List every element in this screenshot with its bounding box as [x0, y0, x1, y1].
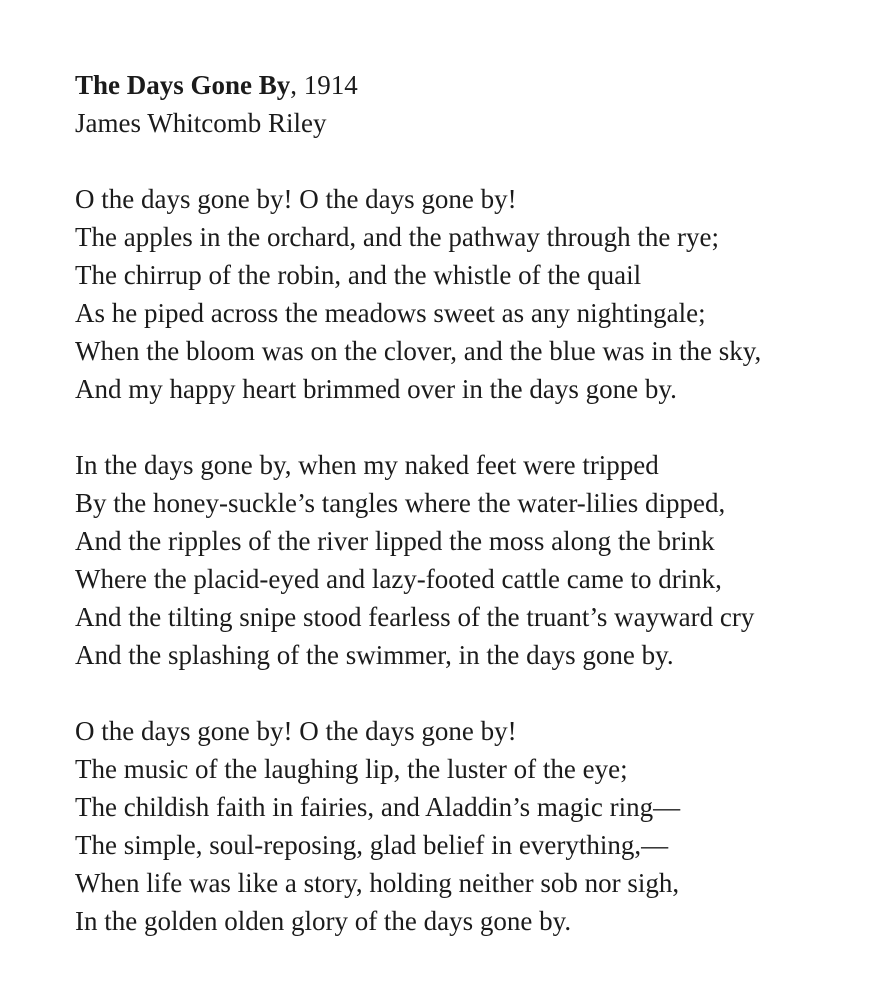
poem-line: Where the placid-eyed and lazy-footed cattle came to drink,: [75, 564, 722, 594]
poem-line: And the splashing of the swimmer, in the days gone by.: [75, 640, 674, 670]
poem-line: By the honey-suckle’s tangles where the water-lilies dipped,: [75, 488, 726, 518]
poem-line: O the days gone by! O the days gone by!: [75, 184, 517, 214]
poem-line: In the days gone by, when my naked feet were tripped: [75, 450, 659, 480]
stanza-1: [75, 180, 829, 408]
poem-author: James Whitcomb Riley: [75, 108, 327, 138]
poem-title-line: [75, 66, 829, 104]
stanza-3: [75, 712, 829, 940]
poem-line: When the bloom was on the clover, and the blue was in the sky,: [75, 336, 762, 366]
poem-line: O the days gone by! O the days gone by!: [75, 716, 517, 746]
poem-title: The Days Gone By: [75, 70, 291, 100]
poem-line: When life was like a story, holding neither sob nor sigh,: [75, 868, 680, 898]
poem-line: And my happy heart brimmed over in the days gone by.: [75, 374, 677, 404]
poem-header: [75, 66, 829, 142]
poem-line: As he piped across the meadows sweet as any nightingale;: [75, 298, 706, 328]
poem-line: The simple, soul-reposing, glad belief in everything,—: [75, 830, 669, 860]
poem-line: The childish faith in fairies, and Aladdin’s magic ring—: [75, 792, 681, 822]
poem-line: The chirrup of the robin, and the whistle of the quail: [75, 260, 642, 290]
poem-line: And the tilting snipe stood fearless of the truant’s wayward cry: [75, 602, 755, 632]
poem-title-year: , 1914: [290, 70, 358, 100]
poem-line: And the ripples of the river lipped the moss along the brink: [75, 526, 715, 556]
poem-line: In the golden olden glory of the days gone by.: [75, 906, 572, 936]
stanza-2: [75, 446, 829, 674]
poem-line: The music of the laughing lip, the luster of the eye;: [75, 754, 628, 784]
poem-line: The apples in the orchard, and the pathway through the rye;: [75, 222, 720, 252]
